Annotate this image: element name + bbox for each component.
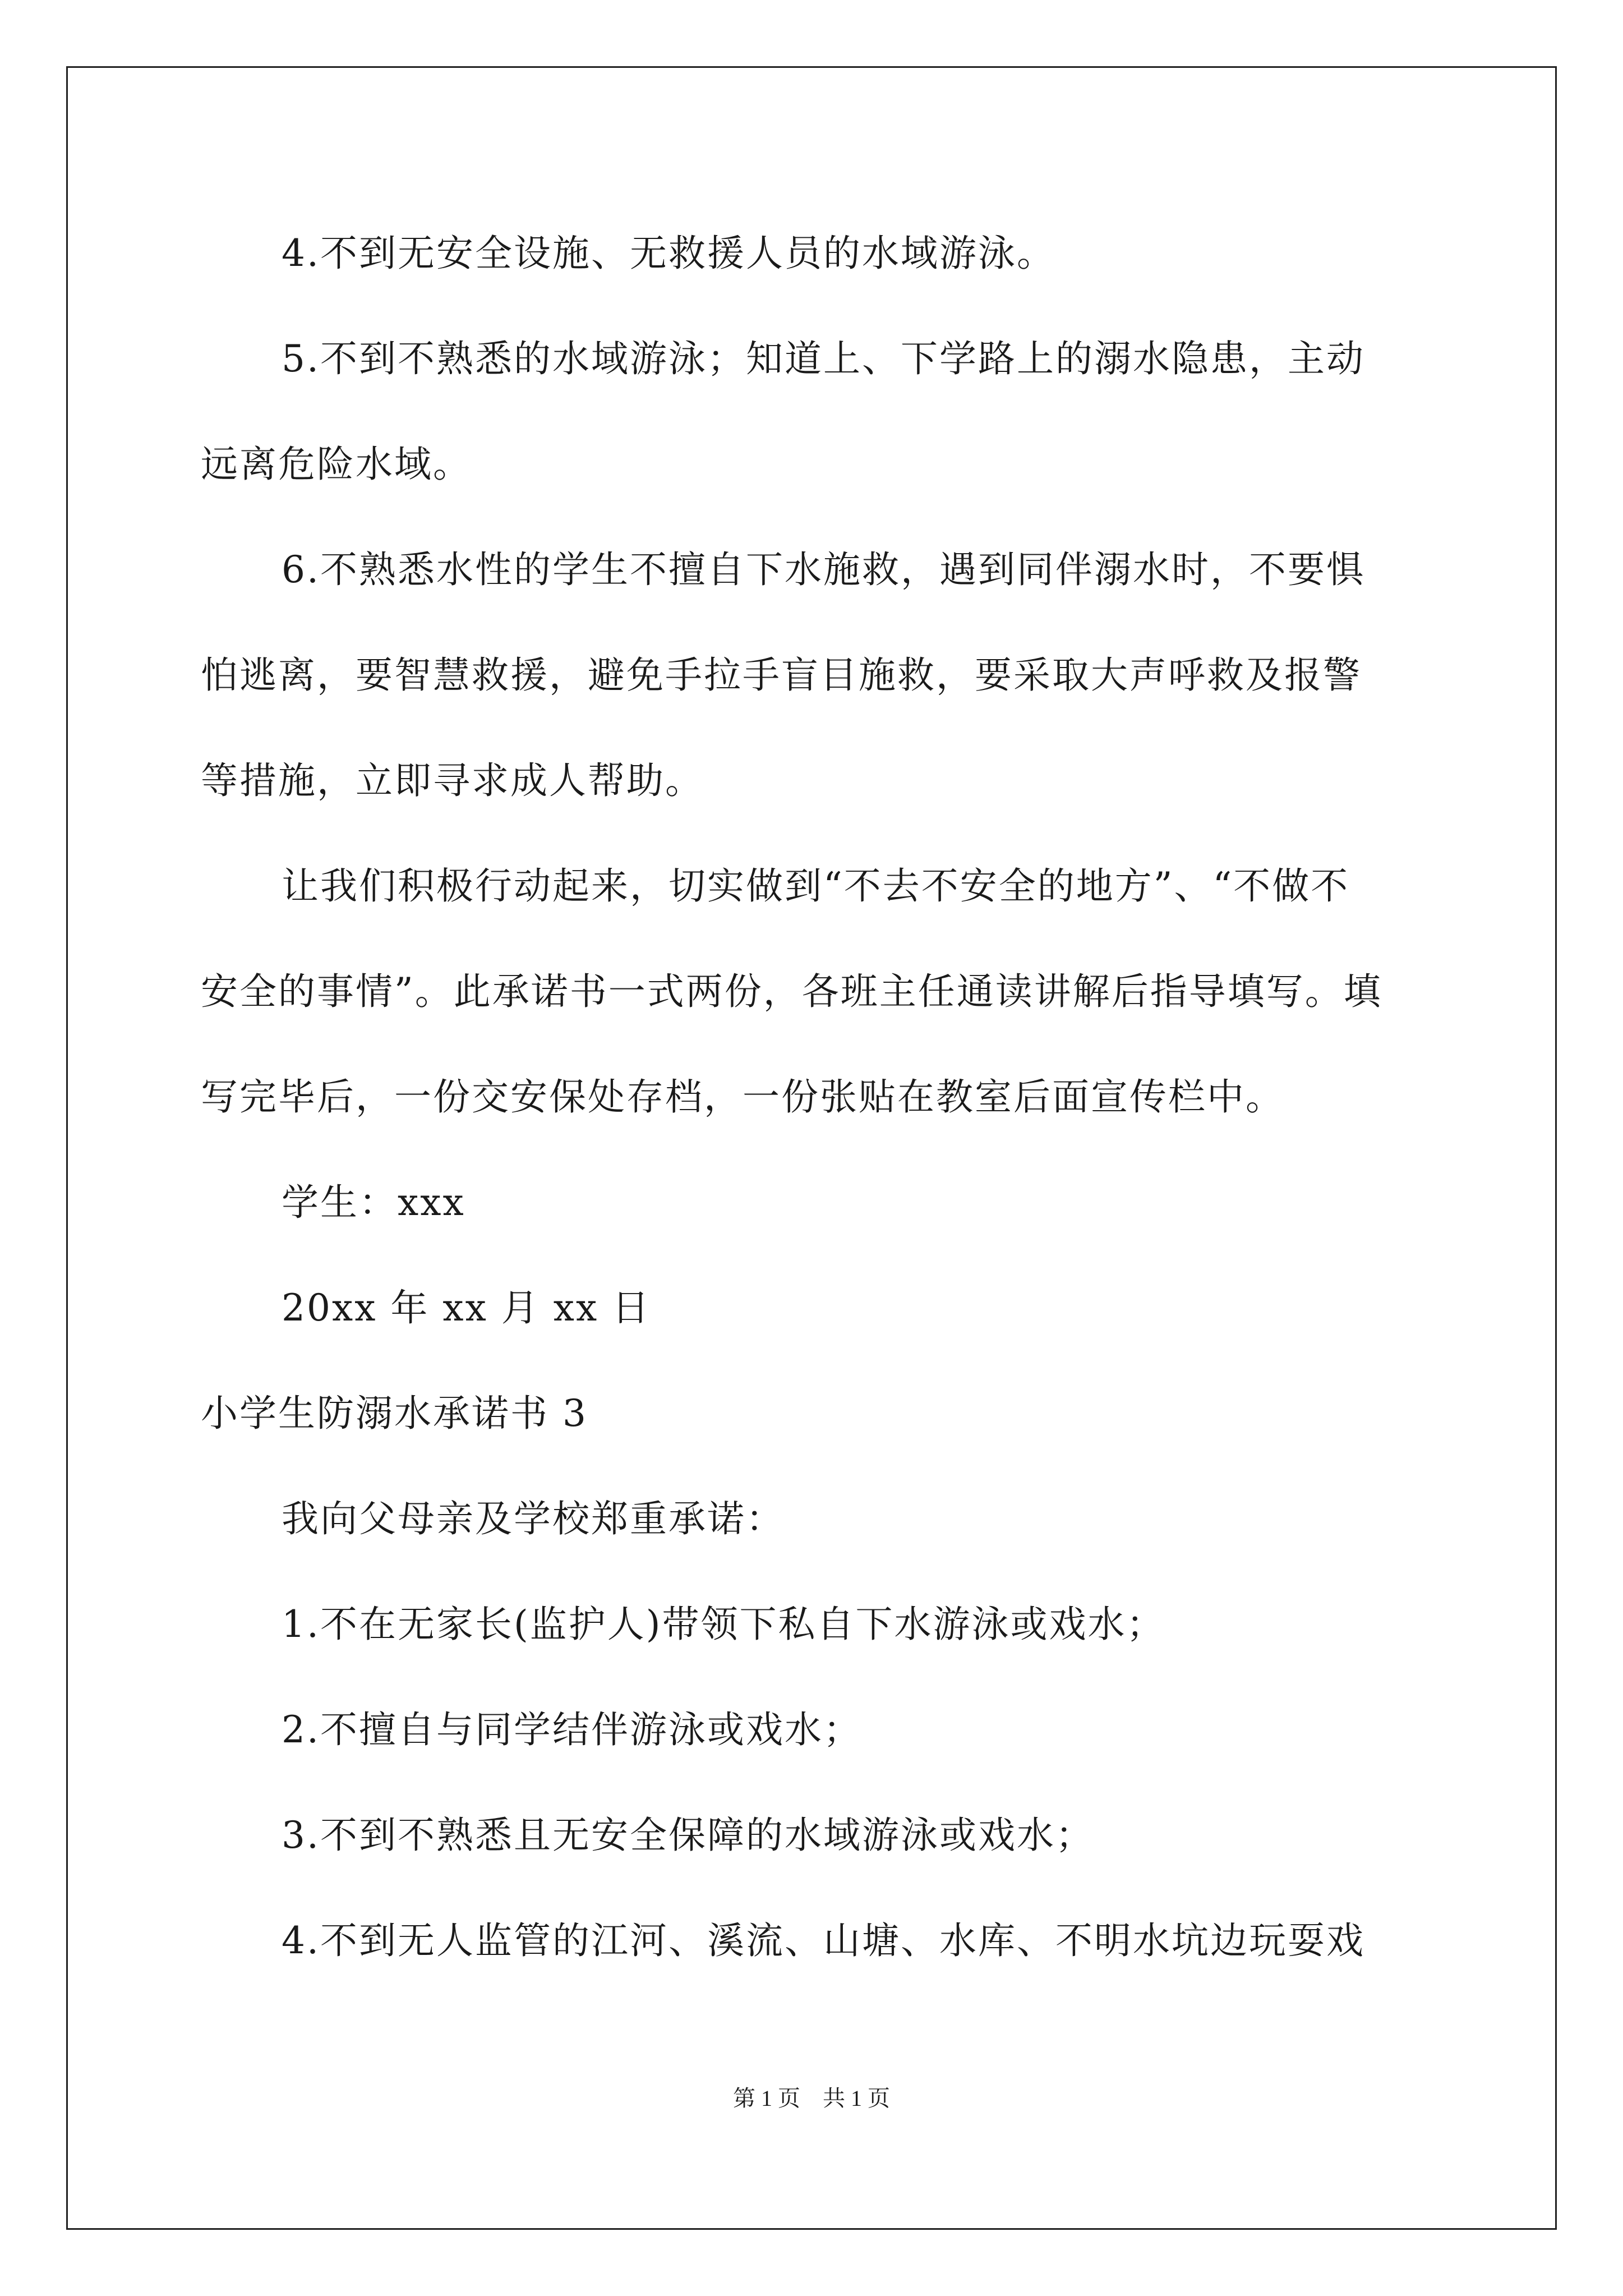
paragraph-line: 写完毕后，一份交安保处存档，一份张贴在教室后面宣传栏中。: [201, 1075, 1284, 1119]
paragraph-line: 我向父母亲及学校郑重承诺：: [282, 1497, 785, 1540]
signature-date: 20xx 年 xx 月 xx 日: [282, 1286, 651, 1329]
page-border: [66, 66, 1557, 2230]
signature-student: 学生：xxx: [282, 1181, 465, 1224]
paragraph-line: 远离危险水域。: [201, 443, 472, 486]
paragraph-line: 让我们积极行动起来，切实做到“不去不安全的地方”、“不做不: [282, 864, 1350, 908]
paragraph-line: 6.不熟悉水性的学生不擅自下水施救，遇到同伴溺水时，不要惧: [282, 548, 1365, 591]
paragraph-line: 怕逃离，要智慧救援，避免手拉手盲目施救，要采取大声呼救及报警: [201, 654, 1362, 697]
paragraph-line: 安全的事情”。此承诺书一式两份，各班主任通读讲解后指导填写。填: [201, 970, 1382, 1013]
list-item: 3.不到不熟悉且无安全保障的水域游泳或戏水；: [282, 1814, 1094, 1857]
list-item: 4.不到无人监管的江河、溪流、山塘、水库、不明水坑边玩耍戏: [282, 1919, 1365, 1962]
paragraph-line: 等措施，立即寻求成人帮助。: [201, 759, 704, 802]
section-heading: 小学生防溺水承诺书 3: [201, 1392, 588, 1435]
page-number-total: 共 1 页: [823, 2086, 890, 2111]
paragraph-line: 4.不到无安全设施、无救援人员的水域游泳。: [282, 232, 1055, 275]
list-item: 2.不擅自与同学结伴游泳或戏水；: [282, 1708, 862, 1751]
paragraph-line: 5.不到不熟悉的水域游泳；知道上、下学路上的溺水隐患，主动: [282, 337, 1365, 380]
page-number-current: 第 1 页: [733, 2086, 800, 2111]
list-item: 1.不在无家长(监护人)带领下私自下水游泳或戏水；: [282, 1603, 1165, 1646]
page-footer: [0, 2085, 1623, 2113]
